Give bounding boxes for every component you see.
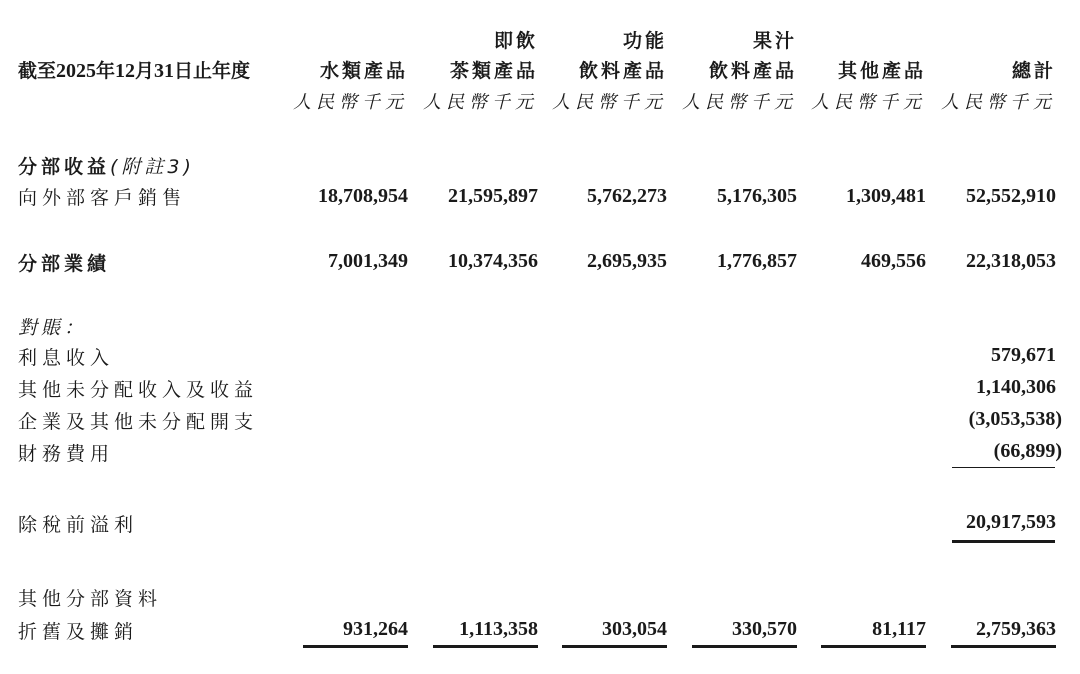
bottom-rule-tea xyxy=(433,645,538,648)
total-rule xyxy=(952,540,1055,543)
interest-income-total: 579,671 xyxy=(991,344,1056,366)
column-unit: 人民幣千元 xyxy=(941,92,1056,113)
depreciation-water: 931,264 xyxy=(343,618,408,640)
bottom-rule-total xyxy=(951,645,1056,648)
other-unallocated-income-label: 其他未分配收入及收益 xyxy=(18,379,259,401)
segment-results-tea: 10,374,356 xyxy=(448,250,538,272)
depreciation-other: 81,117 xyxy=(872,618,926,640)
column-unit: 人民幣千元 xyxy=(682,92,797,113)
column-header-line2: 茶類產品 xyxy=(449,60,538,82)
column-header-line2: 飲料產品 xyxy=(578,60,667,82)
bottom-rule-other xyxy=(821,645,926,648)
column-unit: 人民幣千元 xyxy=(552,92,667,113)
depreciation-tea: 1,113,358 xyxy=(459,618,538,640)
column-unit: 人民幣千元 xyxy=(811,92,926,113)
external-sales-functional: 5,762,273 xyxy=(587,185,667,207)
bottom-rule-juice xyxy=(692,645,797,648)
column-header-line2: 其他產品 xyxy=(837,60,926,82)
period-label: 截至2025年12月31日止年度 xyxy=(18,60,251,82)
column-unit: 人民幣千元 xyxy=(423,92,538,113)
corporate-expenses-label: 企業及其他未分配開支 xyxy=(18,411,259,433)
column-unit: 人民幣千元 xyxy=(293,92,408,113)
segment-results-water: 7,001,349 xyxy=(328,250,408,272)
external-sales-water: 18,708,954 xyxy=(318,185,408,207)
depreciation-total: 2,759,363 xyxy=(976,618,1056,640)
column-header-line2: 水類產品 xyxy=(319,60,408,82)
external-sales-tea: 21,595,897 xyxy=(448,185,538,207)
finance-costs-total: (66,899) xyxy=(993,440,1062,462)
finance-costs-label: 財務費用 xyxy=(18,443,115,465)
segment-results-label: 分部業績 xyxy=(18,253,111,275)
interest-income-label: 利息收入 xyxy=(18,347,115,369)
segment-results-total: 22,318,053 xyxy=(966,250,1056,272)
other-unallocated-income-total: 1,140,306 xyxy=(976,376,1056,398)
column-header-line1: 即飲 xyxy=(493,30,538,52)
column-header-line2: 總計 xyxy=(1011,60,1056,82)
profit-before-tax-total: 20,917,593 xyxy=(966,511,1056,533)
external-sales-juice: 5,176,305 xyxy=(717,185,797,207)
external-sales-other: 1,309,481 xyxy=(846,185,926,207)
subtotal-rule xyxy=(952,467,1055,468)
segment-results-other: 469,556 xyxy=(861,250,926,272)
depreciation-functional: 303,054 xyxy=(602,618,667,640)
segment-revenue-title: 分部收益(附註3) xyxy=(18,156,195,178)
profit-before-tax-label: 除稅前溢利 xyxy=(18,514,139,536)
depreciation-juice: 330,570 xyxy=(732,618,797,640)
reconciliation-title: 對賬： xyxy=(18,317,88,339)
column-header-line2: 飲料產品 xyxy=(708,60,797,82)
external-sales-label: 向外部客戶銷售 xyxy=(18,187,187,209)
corporate-expenses-total: (3,053,538) xyxy=(968,408,1062,430)
column-header-line1: 果汁 xyxy=(752,30,797,52)
bottom-rule-water xyxy=(303,645,408,648)
segment-results-functional: 2,695,935 xyxy=(587,250,667,272)
depreciation-label: 折舊及攤銷 xyxy=(18,621,139,643)
segment-results-juice: 1,776,857 xyxy=(717,250,797,272)
other-segment-info-title: 其他分部資料 xyxy=(18,588,163,610)
column-header-line1: 功能 xyxy=(622,30,667,52)
bottom-rule-functional xyxy=(562,645,667,648)
external-sales-total: 52,552,910 xyxy=(966,185,1056,207)
